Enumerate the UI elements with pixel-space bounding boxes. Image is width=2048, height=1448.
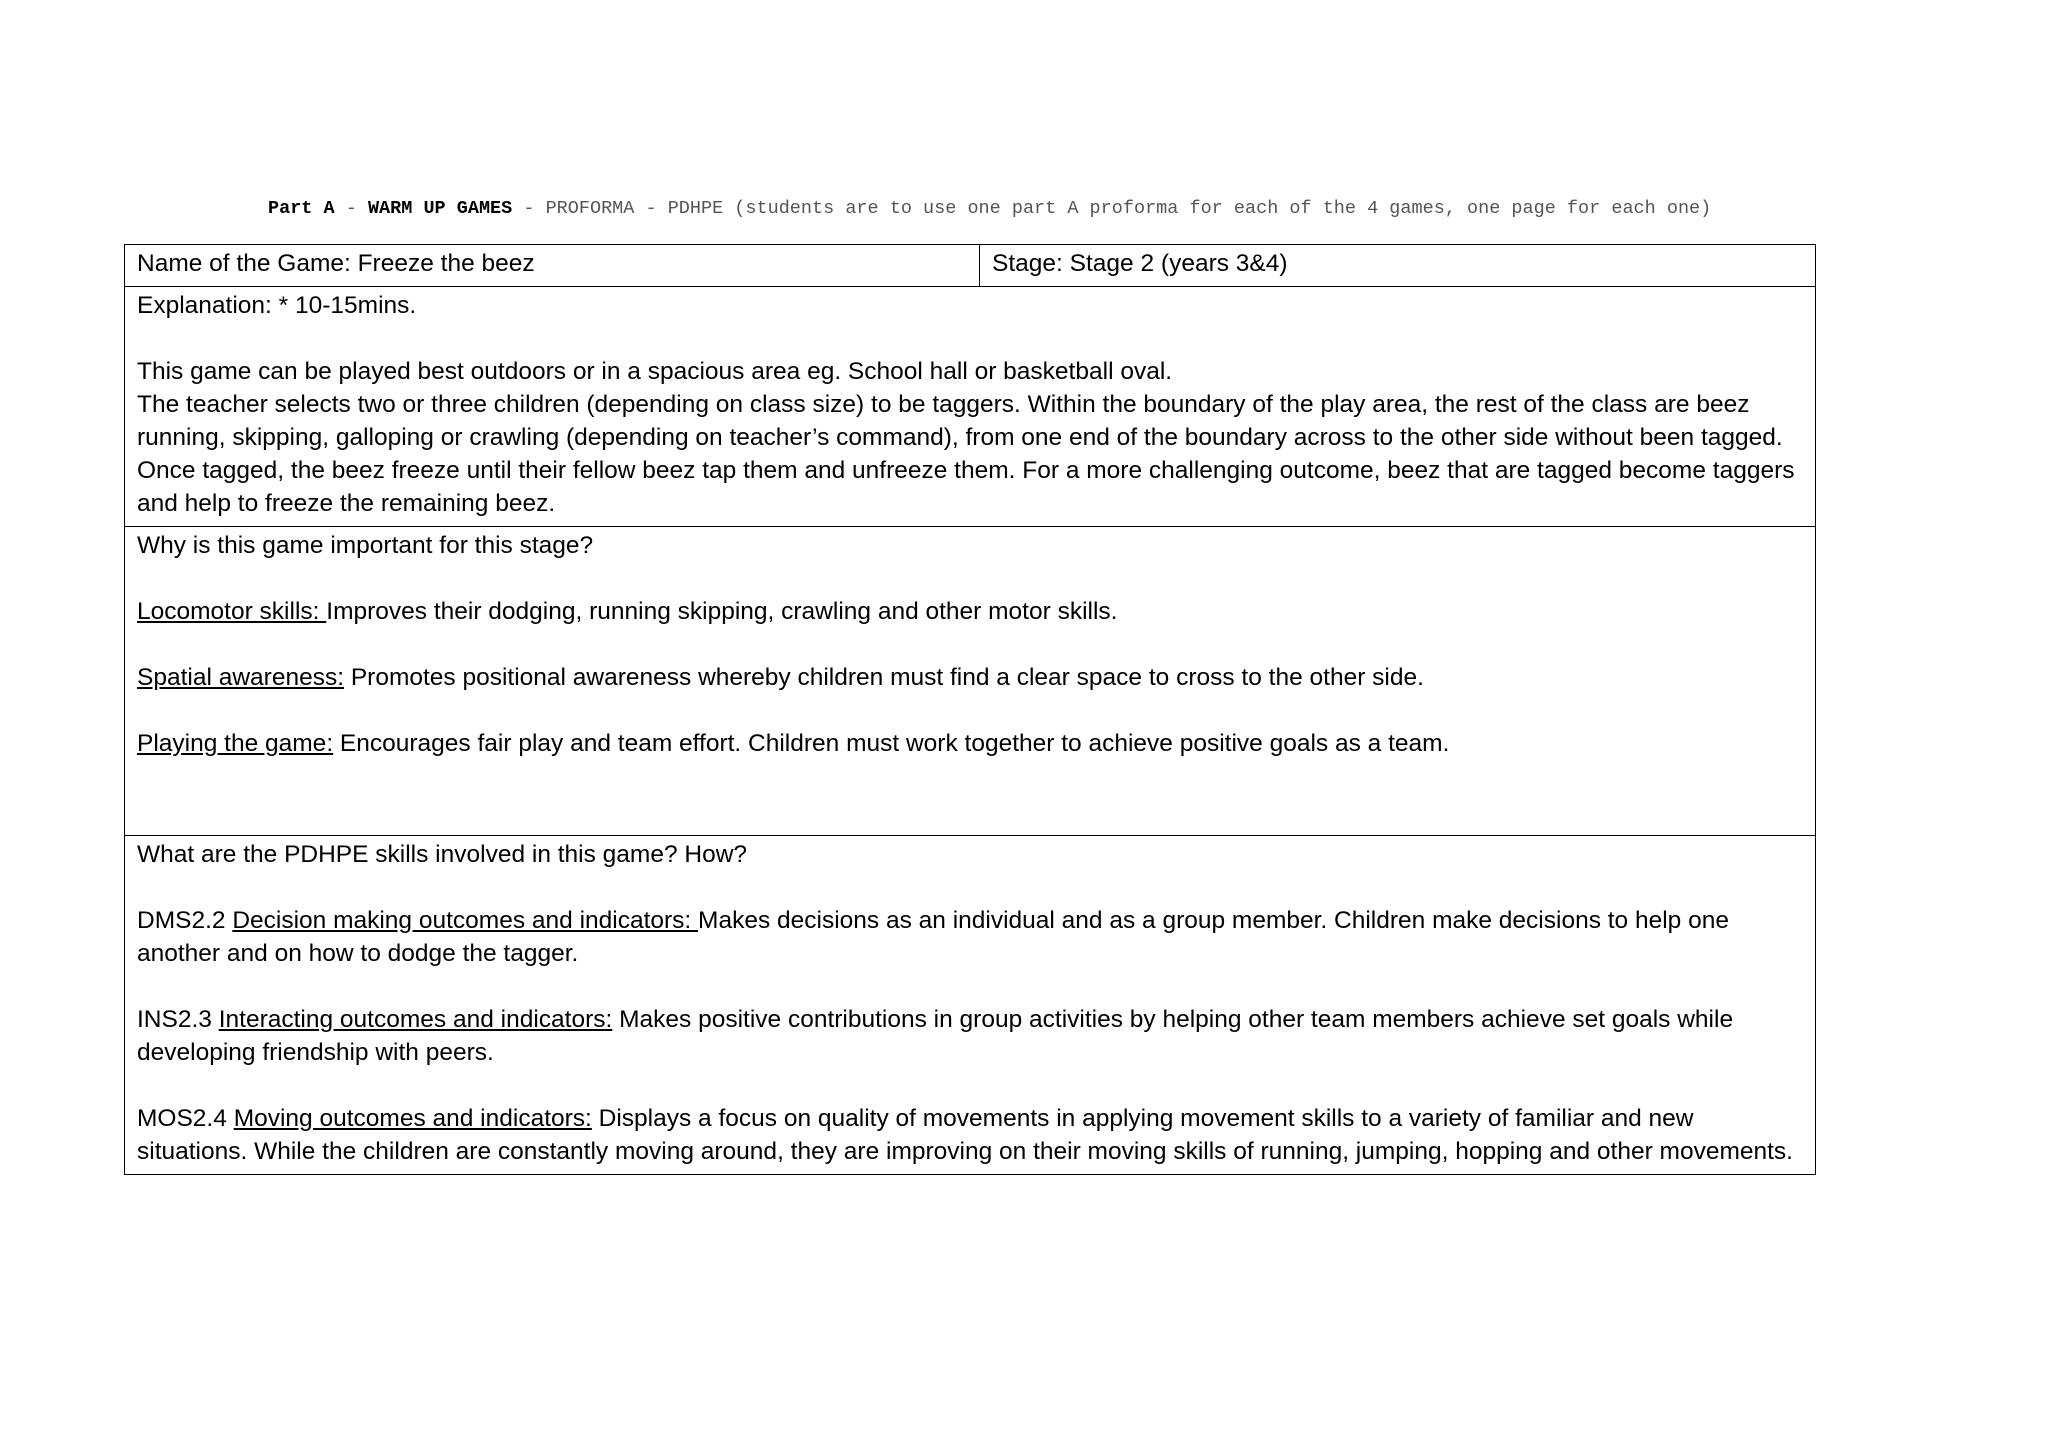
skill-item-ins bbox=[137, 1003, 1803, 1069]
skill-code: INS2.3 bbox=[137, 1006, 219, 1033]
skill-text: Displays a focus on quality of movements in applying movement skills to a variety of familiar and new situations. While the children are constantly moving around, they are improving on their moving skills of running, jumping, hopping and other movements. bbox=[137, 1105, 1793, 1165]
stage-cell bbox=[980, 245, 1816, 287]
why-item-label: Spatial awareness: bbox=[137, 664, 345, 691]
why-item-locomotor bbox=[137, 595, 1803, 628]
header-description: - PROFORMA - PDHPE (students are to use one part A proforma for each of the 4 games, one page for each one) bbox=[512, 198, 1712, 219]
skill-label: Interacting outcomes and indicators: bbox=[218, 1006, 613, 1033]
why-item-playing bbox=[137, 727, 1803, 760]
explanation-row bbox=[125, 287, 1816, 527]
why-item-text: Promotes positional awareness whereby children must find a clear space to cross to the other side. bbox=[344, 664, 1424, 691]
page-header bbox=[268, 198, 1711, 219]
skill-label: Decision making outcomes and indicators: bbox=[232, 907, 699, 934]
explanation-heading: Explanation: * 10-15mins. bbox=[137, 292, 417, 319]
why-row bbox=[125, 527, 1816, 836]
explanation-para-2: The teacher selects two or three children (depending on class size) to be taggers. Within the boundary of the play area, the rest of the class are beez running, skipping, galloping or crawling (depending on teacher’s command), from one end of the boundary across to the other side without been tagged. Once tagged, the beez freeze until their fellow beez tap them and unfreeze them. For a more challenging outcome, beez that are tagged become taggers and help to freeze the remaining beez. bbox=[137, 391, 1795, 517]
header-separator: - bbox=[334, 198, 368, 219]
why-item-label: Playing the game: bbox=[137, 730, 334, 757]
game-stage: Stage: Stage 2 (years 3&4) bbox=[992, 250, 1288, 277]
explanation-cell bbox=[125, 287, 1816, 527]
game-name: Name of the Game: Freeze the beez bbox=[137, 250, 535, 277]
skill-text: Makes decisions as an individual and as a group member. Children make decisions to help one another and on how to dodge the tagger. bbox=[137, 907, 1729, 967]
skills-row bbox=[125, 836, 1816, 1175]
skill-text: Makes positive contributions in group activities by helping other team members achieve set goals while developing friendship with peers. bbox=[137, 1006, 1734, 1066]
why-item-text: Encourages fair play and team effort. Children must work together to achieve positive goals as a team. bbox=[333, 730, 1450, 757]
game-name-cell bbox=[125, 245, 980, 287]
header-section: WARM UP GAMES bbox=[367, 198, 513, 219]
skills-cell bbox=[125, 836, 1816, 1175]
why-cell bbox=[125, 527, 1816, 836]
why-item-label: Locomotor skills: bbox=[137, 598, 327, 625]
game-info-row bbox=[125, 245, 1816, 287]
why-item-text: Improves their dodging, running skipping, crawling and other motor skills. bbox=[326, 598, 1118, 625]
skill-label: Moving outcomes and indicators: bbox=[233, 1105, 592, 1132]
skills-heading: What are the PDHPE skills involved in this game? How? bbox=[137, 841, 748, 868]
skill-code: MOS2.4 bbox=[137, 1105, 234, 1132]
proforma-table bbox=[124, 244, 1816, 1175]
skill-code: DMS2.2 bbox=[137, 907, 233, 934]
skill-item-mos bbox=[137, 1102, 1803, 1168]
header-part: Part A bbox=[268, 198, 335, 219]
why-heading: Why is this game important for this stage? bbox=[137, 532, 594, 559]
why-item-spatial bbox=[137, 661, 1803, 694]
skill-item-dms bbox=[137, 904, 1803, 970]
explanation-para-1: This game can be played best outdoors or in a spacious area eg. School hall or basketball oval. bbox=[137, 358, 1173, 385]
